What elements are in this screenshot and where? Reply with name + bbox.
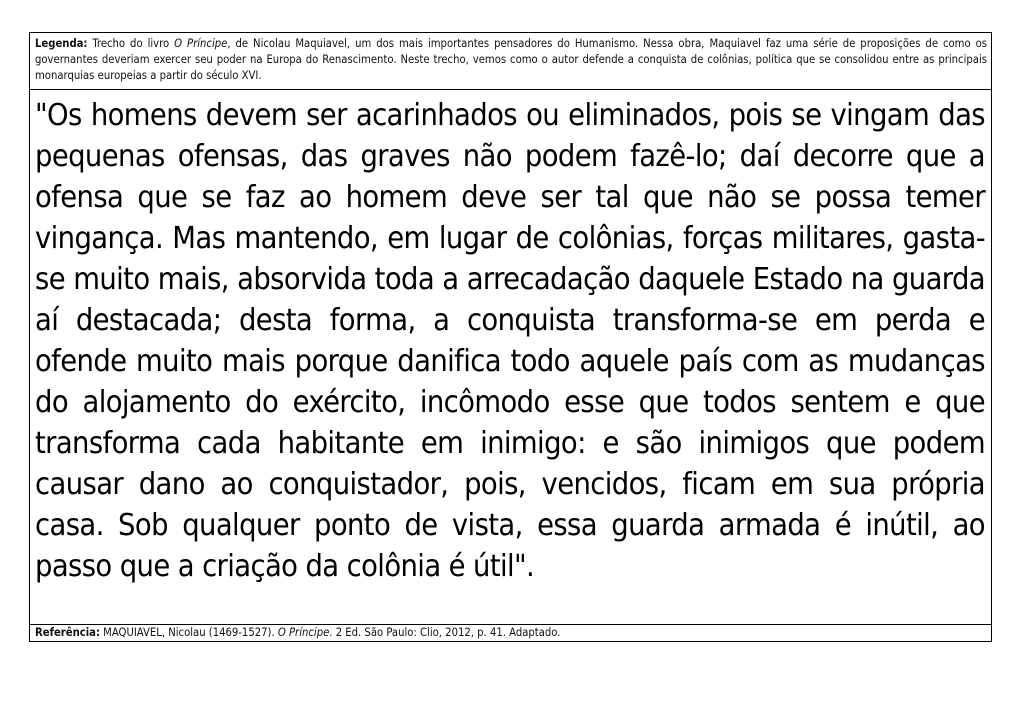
- reference-author: MAQUIAVEL, Nicolau (1469-1527).: [99, 626, 278, 639]
- reference-label: Referência:: [35, 626, 100, 639]
- reference-box: [30, 625, 991, 641]
- legend-box: [30, 33, 991, 90]
- reference-book-title: O Príncipe: [277, 626, 330, 639]
- legend-text-after: , de Nicolau Maquiavel, um dos mais importantes pensadores do Humanismo. Nessa obra, Maquiavel faz uma série de proposições de como os governantes deveriam exercer seu poder na Europa do Renascimento. Neste trecho, vemos como o autor defende a conquista de colônias, política que se consolidou entre as principais monarquias europeias a partir do século XVI.: [35, 37, 988, 82]
- reference-details: . 2 Ed. São Paulo: Clio, 2012, p. 41. Adaptado.: [329, 626, 561, 639]
- legend-book-title: O Príncipe: [174, 37, 228, 50]
- legend-text-before: Trecho do livro: [87, 37, 175, 50]
- quote-text: "Os homens devem ser acarinhados ou eliminados, pois se vingam das pequenas ofensas, das graves não podem fazê-lo; daí decorre que a ofensa que se faz ao homem deve ser tal que não se possa temer vingança. Mas mantendo, em lugar de colônias, forças militares, gasta-se muito mais, absorvida toda a arrecadação daquele Estado na guarda aí destacada; desta forma, a conquista transforma-se em perda e ofende muito mais porque danifica todo aquele país com as mudanças do alojamento do exército, incômodo esse que todos sentem e que transforma cada habitante em inimigo: e são inimigos que podem causar dano ao conquistador, pois, vencidos, ficam em sua própria casa. Sob qualquer ponto de vista, essa guarda armada é inútil, ao passo que a criação da colônia é útil".: [30, 90, 991, 625]
- document-frame: [29, 32, 992, 642]
- legend-label: Legenda:: [35, 37, 88, 50]
